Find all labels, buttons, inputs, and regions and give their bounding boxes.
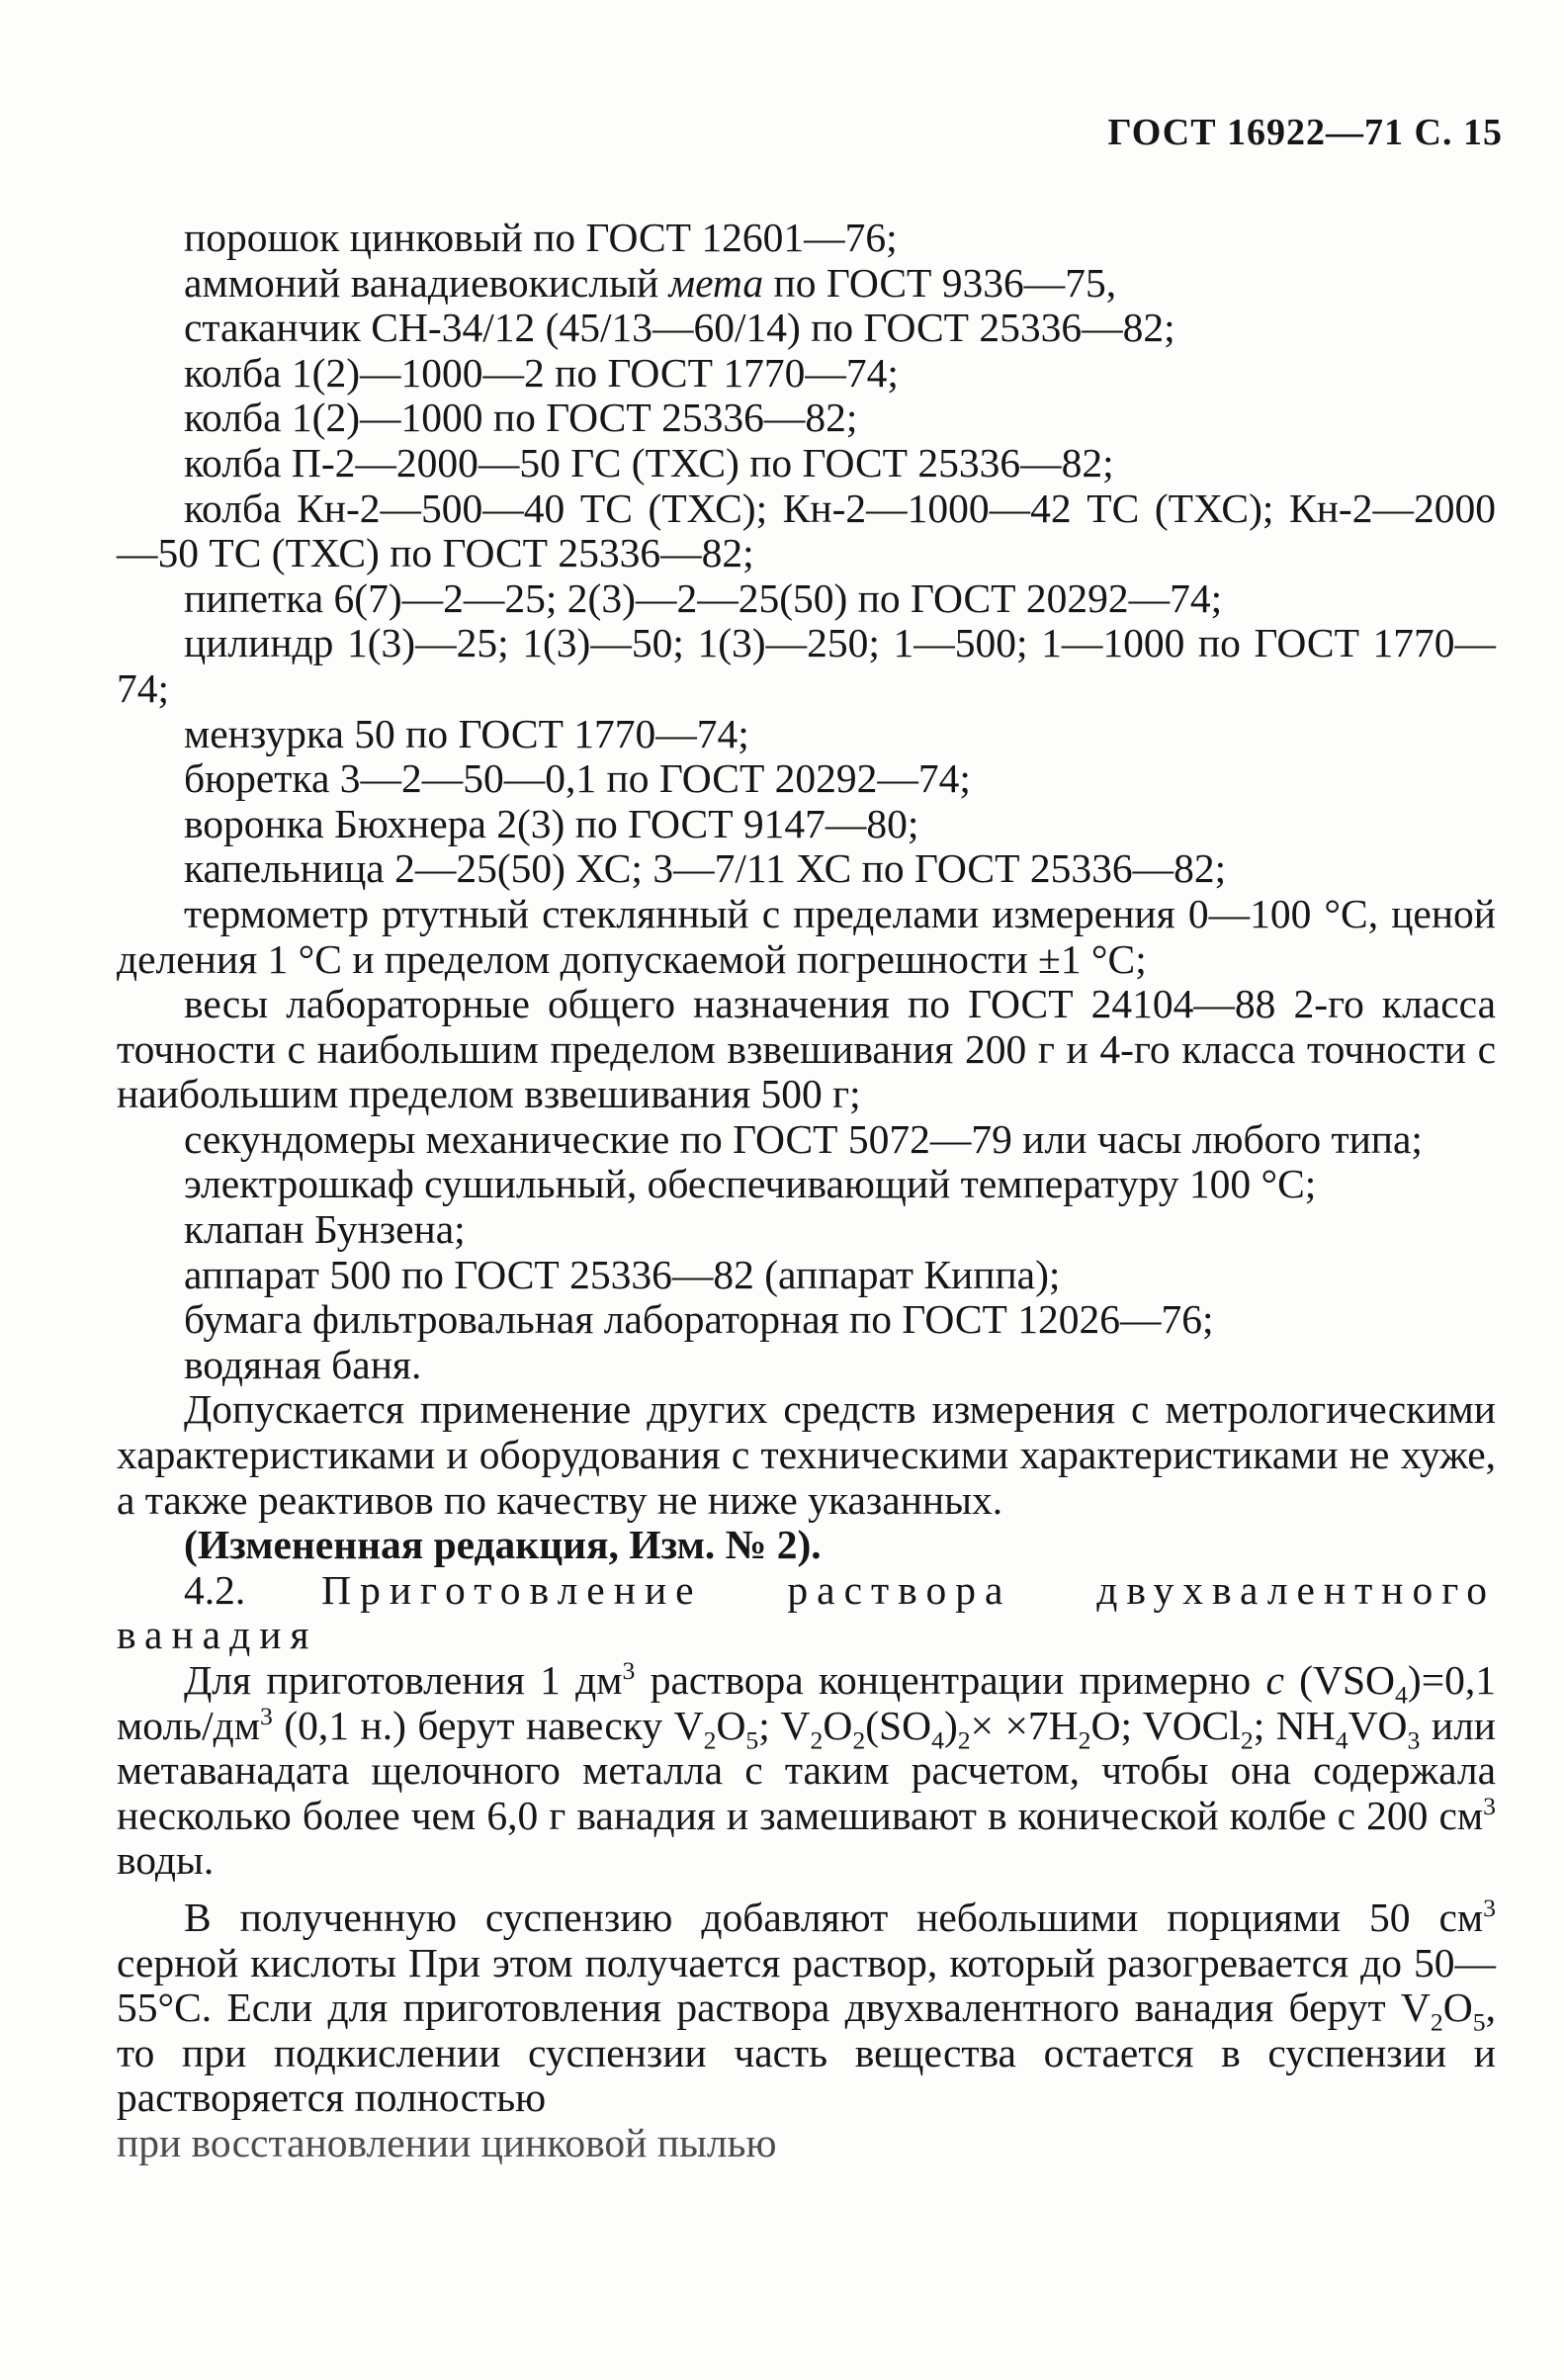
text-run: , то при подкислении суспензии часть вещества остается в суспензии и растворяется полностью — [117, 1984, 1496, 2121]
text-run: VO — [1348, 1702, 1408, 1748]
page-header: ГОСТ 16922—71 С. 15 — [1107, 112, 1503, 153]
section-heading — [117, 1568, 1496, 1658]
equipment-list — [117, 216, 1496, 1387]
text-run: или метаванадата щелочного металла с таким расчетом, чтобы она содержала несколько более чем 6,0 г ванадия и замешивают в конической колбе с 200 см — [117, 1702, 1496, 1838]
text-run: × ×7H — [970, 1702, 1079, 1748]
equipment-item: бумага фильтровальная лабораторная по ГОСТ 12026—76; — [184, 1296, 1214, 1343]
equipment-item: секундомеры механические по ГОСТ 5072—79 или часы любого типа; — [184, 1115, 1423, 1162]
text-run: серной кислоты При этом получается раствор, который разогревается до 50—55°С. Если для приготовления раствора двухвалентного ванадия берут V — [117, 1939, 1496, 2031]
equipment-item: колба 1(2)—1000 по ГОСТ 25336—82; — [184, 395, 858, 441]
subscript: 4 — [1335, 1724, 1348, 1754]
last-line: при восстановлении цинковой пылью — [117, 2119, 777, 2165]
subscript: 2 — [1078, 1724, 1091, 1754]
subscript: 2 — [810, 1724, 824, 1754]
equipment-item: термометр ртутный стеклянный с пределами измерения 0—100 °С, ценой деления 1 °С и пределом допускаемой погрешности ±1 °С; — [117, 890, 1496, 982]
equipment-item: клапан Бунзена; — [184, 1206, 466, 1253]
equipment-item: бюретка 3—2—50—0,1 по ГОСТ 20292—74; — [184, 755, 971, 802]
equipment-item — [117, 261, 1496, 307]
equipment-item-part: мета — [668, 259, 764, 306]
equipment-item-part: по ГОСТ 9336—75, — [763, 259, 1117, 306]
subscript: 2 — [703, 1724, 717, 1754]
equipment-item: цилиндр 1(3)—25; 1(3)—50; 1(3)—250; 1—500; 1—1000 по ГОСТ 1770—74; — [117, 620, 1496, 711]
text-run: раствора концентрации примерно — [635, 1657, 1266, 1703]
text-run: (SO — [865, 1702, 932, 1748]
subscript: 4 — [931, 1724, 944, 1754]
subscript: 2 — [957, 1724, 971, 1754]
section-number: 4.2. — [184, 1566, 246, 1613]
equipment-item-part: аммоний ванадиевокислый — [184, 259, 669, 306]
equipment-item: колба 1(2)—1000—2 по ГОСТ 1770—74; — [184, 349, 899, 396]
text-run: ; NH — [1253, 1702, 1336, 1748]
equipment-item: капельница 2—25(50) ХС; 3—7/11 ХС по ГОСТ 25336—82; — [184, 845, 1227, 892]
superscript: 3 — [260, 1701, 273, 1730]
text-run: ) — [943, 1702, 958, 1748]
equipment-item: колба Кн-2—500—40 ТС (ТХС); Кн-2—1000—42 ТС (ТХС); Кн-2—2000—50 ТС (ТХС) по ГОСТ 25336—82; — [117, 485, 1496, 576]
equipment-item: мензурка 50 по ГОСТ 1770—74; — [184, 710, 749, 756]
equipment-item: пипетка 6(7)—2—25; 2(3)—2—25(50) по ГОСТ 20292—74; — [184, 574, 1223, 621]
allowance-paragraph: Допускается применение других средств измерения с метрологическими характеристиками и оборудования с техническими характеристиками не хуже, а также реактивов по качеству не ниже указанных. — [117, 1386, 1496, 1523]
subscript: 4 — [1395, 1680, 1408, 1710]
amendment-note: (Измененная редакция, Изм. № 2). — [184, 1522, 822, 1568]
superscript: 3 — [1483, 1894, 1496, 1923]
text-run: O — [716, 1702, 746, 1748]
subscript: 5 — [1472, 2007, 1486, 2037]
equipment-item: воронка Бюхнера 2(3) по ГОСТ 9147—80; — [184, 800, 919, 846]
equipment-item: стаканчик СН-34/12 (45/13—60/14) по ГОСТ 25336—82; — [184, 305, 1175, 351]
section-title: Приготовление раствора двухвалентного ванадия — [117, 1566, 1496, 1658]
superscript: 3 — [1483, 1791, 1496, 1820]
text-run: )=0,1 моль/дм — [117, 1657, 1496, 1748]
equipment-item: аппарат 500 по ГОСТ 25336—82 (аппарат Киппа); — [184, 1251, 1061, 1297]
text-run: (VSO — [1283, 1657, 1396, 1703]
equipment-item: порошок цинковый по ГОСТ 12601—76; — [184, 215, 898, 260]
text-run: ; V — [758, 1702, 811, 1748]
text-run: O; VOCl — [1090, 1702, 1241, 1748]
italic-run: с — [1265, 1657, 1284, 1703]
subscript: 2 — [852, 1724, 866, 1754]
text-run: В полученную суспензию добавляют небольшими порциями 50 см — [184, 1894, 1484, 1940]
equipment-item: весы лабораторные общего назначения по ГОСТ 24104—88 2-го класса точности с наибольшим пределом взвешивания 200 г и 4-го класса точности с наибольшим пределом взвешивания 500 г; — [117, 981, 1496, 1117]
subscript: 2 — [1430, 2007, 1443, 2037]
superscript: 3 — [622, 1656, 636, 1686]
text-run: воды. — [117, 1837, 215, 1884]
subscript: 3 — [1407, 1724, 1421, 1754]
suspension-paragraph — [117, 1895, 1496, 2121]
equipment-item: колба П-2—2000—50 ГС (ТХС) по ГОСТ 25336—82; — [184, 439, 1114, 485]
subscript: 5 — [745, 1724, 759, 1754]
text-run: O — [1442, 1984, 1473, 2031]
text-run: Для приготовления 1 дм — [184, 1657, 623, 1703]
subscript: 2 — [1240, 1724, 1254, 1754]
text-run: O — [823, 1702, 853, 1748]
equipment-item: электрошкаф сушильный, обеспечивающий температуру 100 °С; — [184, 1161, 1317, 1207]
document-body — [117, 216, 1496, 2166]
preparation-paragraph — [117, 1658, 1496, 1884]
text-run: (0,1 н.) берут навеску V — [272, 1702, 704, 1748]
equipment-item: водяная баня. — [184, 1341, 422, 1387]
